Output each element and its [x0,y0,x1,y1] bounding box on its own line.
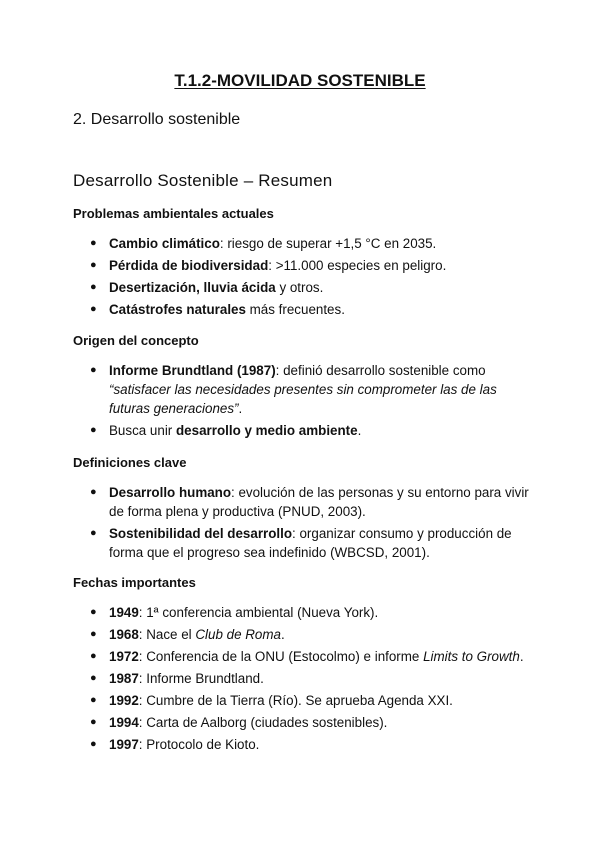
bullet-icon: ● [90,606,97,618]
list-item: ● Desertización, lluvia ácida y otros. [90,280,324,295]
bullet-icon: ● [90,738,97,750]
list-item: ● 1968: Nace el Club de Roma. [90,627,285,642]
bullet-icon: ● [90,259,97,271]
bullet-icon: ● [90,628,97,640]
problemas-list [0,234,600,322]
bullet-icon: ● [90,237,97,249]
list-item: ● 1972: Conferencia de la ONU (Estocolmo) e informe Limits to Growth. [90,649,524,664]
bullet-icon: ● [90,716,97,728]
summary-heading: Desarrollo Sostenible – Resumen [73,171,333,190]
document-title: T.1.2-MOVILIDAD SOSTENIBLE [174,71,426,90]
list-item: ● Cambio climático: riesgo de superar +1,5 °C en 2035. [90,236,437,251]
list-item: ● Pérdida de biodiversidad: >11.000 especies en peligro. [90,258,447,273]
list-item: ● 1992: Cumbre de la Tierra (Río). Se aprueba Agenda XXI. [90,693,453,708]
fechas-list [0,603,600,757]
list-item: ● 1994: Carta de Aalborg (ciudades sostenibles). [90,715,388,730]
list-item: ● Busca unir desarrollo y medio ambiente. [90,423,362,438]
bullet-icon: ● [90,424,97,436]
list-item: ● 1987: Informe Brundtland. [90,671,264,686]
list-item: ● Informe Brundtland (1987): definió desarrollo sostenible como “satisfacer las necesidades presentes sin comprometer las de las futuras generaciones”. [90,363,497,416]
origen-heading: Origen del concepto [73,333,199,348]
bullet-icon: ● [90,694,97,706]
list-item: ● 1949: 1ª conferencia ambiental (Nueva York). [90,605,379,620]
fechas-heading: Fechas importantes [73,575,196,590]
list-item: ● Desarrollo humano: evolución de las personas y su entorno para vivir de forma plena y productiva (PNUD, 2003). [90,485,529,519]
list-item: ● 1997: Protocolo de Kioto. [90,737,260,752]
bullet-icon: ● [90,672,97,684]
section-heading: 2. Desarrollo sostenible [73,111,241,128]
definiciones-list [0,483,600,565]
bullet-icon: ● [90,650,97,662]
bullet-icon: ● [90,364,97,376]
problemas-heading: Problemas ambientales actuales [73,206,274,221]
list-item: ● Catástrofes naturales más frecuentes. [90,302,345,317]
bullet-icon: ● [90,486,97,498]
bullet-icon: ● [90,303,97,315]
origen-list [0,361,600,443]
list-item: ● Sostenibilidad del desarrollo: organizar consumo y producción de forma que el progreso sea indefinido (WBCSD, 2001). [90,526,512,560]
bullet-icon: ● [90,527,97,539]
bullet-icon: ● [90,281,97,293]
definiciones-heading: Definiciones clave [73,455,187,470]
